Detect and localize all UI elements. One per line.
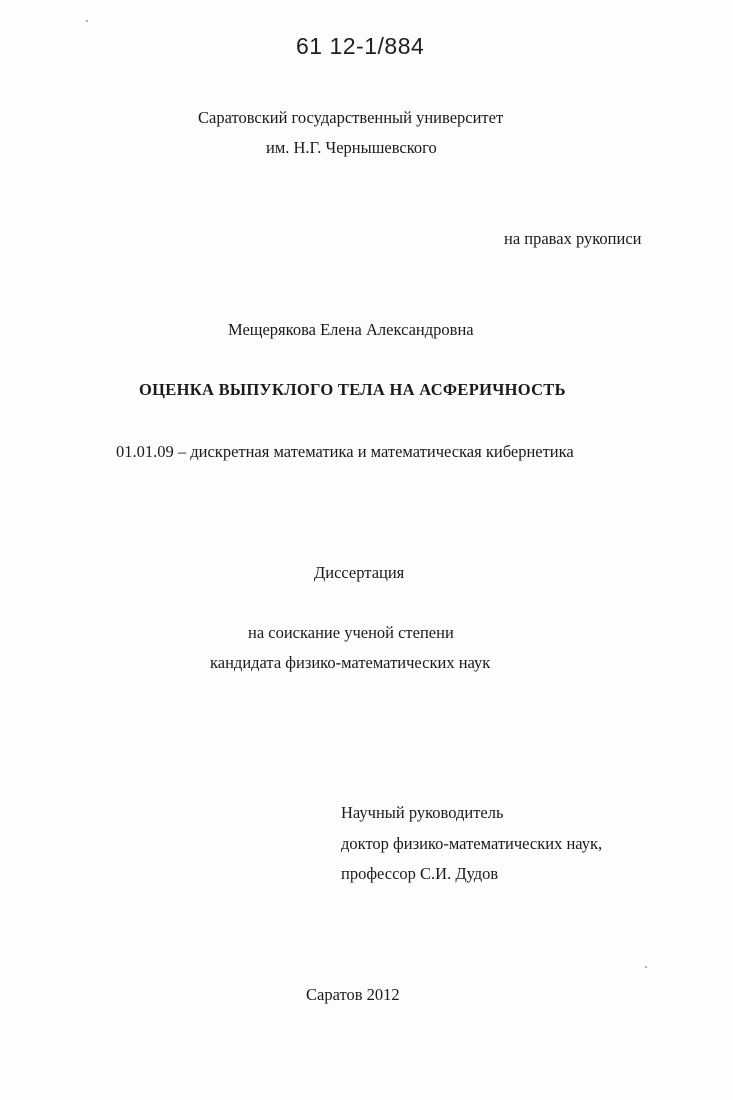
university-named-after: им. Н.Г. Чернышевского: [266, 138, 437, 157]
manuscript-note: на правах рукописи: [504, 229, 642, 248]
scan-speck: [86, 20, 88, 22]
supervisor-degree: доктор физико-математических наук,: [341, 834, 603, 853]
archive-stamp-number: 61 12-1/884: [296, 33, 425, 59]
supervisor-name: профессор С.И. Дудов: [341, 864, 499, 883]
supervisor-label: Научный руководитель: [341, 803, 504, 822]
dissertation-title: ОЦЕНКА ВЫПУКЛОГО ТЕЛА НА АСФЕРИЧНОСТЬ: [139, 380, 566, 399]
specialty-code: 01.01.09 – дискретная математика и математическая кибернетика: [116, 442, 574, 461]
author-name: Мещерякова Елена Александровна: [228, 320, 474, 339]
place-and-year: Саратов 2012: [306, 985, 400, 1004]
degree-line-1: на соискание ученой степени: [248, 623, 454, 642]
university-name: Саратовский государственный университет: [198, 108, 504, 127]
degree-line-2: кандидата физико-математических наук: [210, 653, 491, 672]
scan-speck: [645, 966, 647, 968]
document-type: Диссертация: [314, 563, 405, 582]
